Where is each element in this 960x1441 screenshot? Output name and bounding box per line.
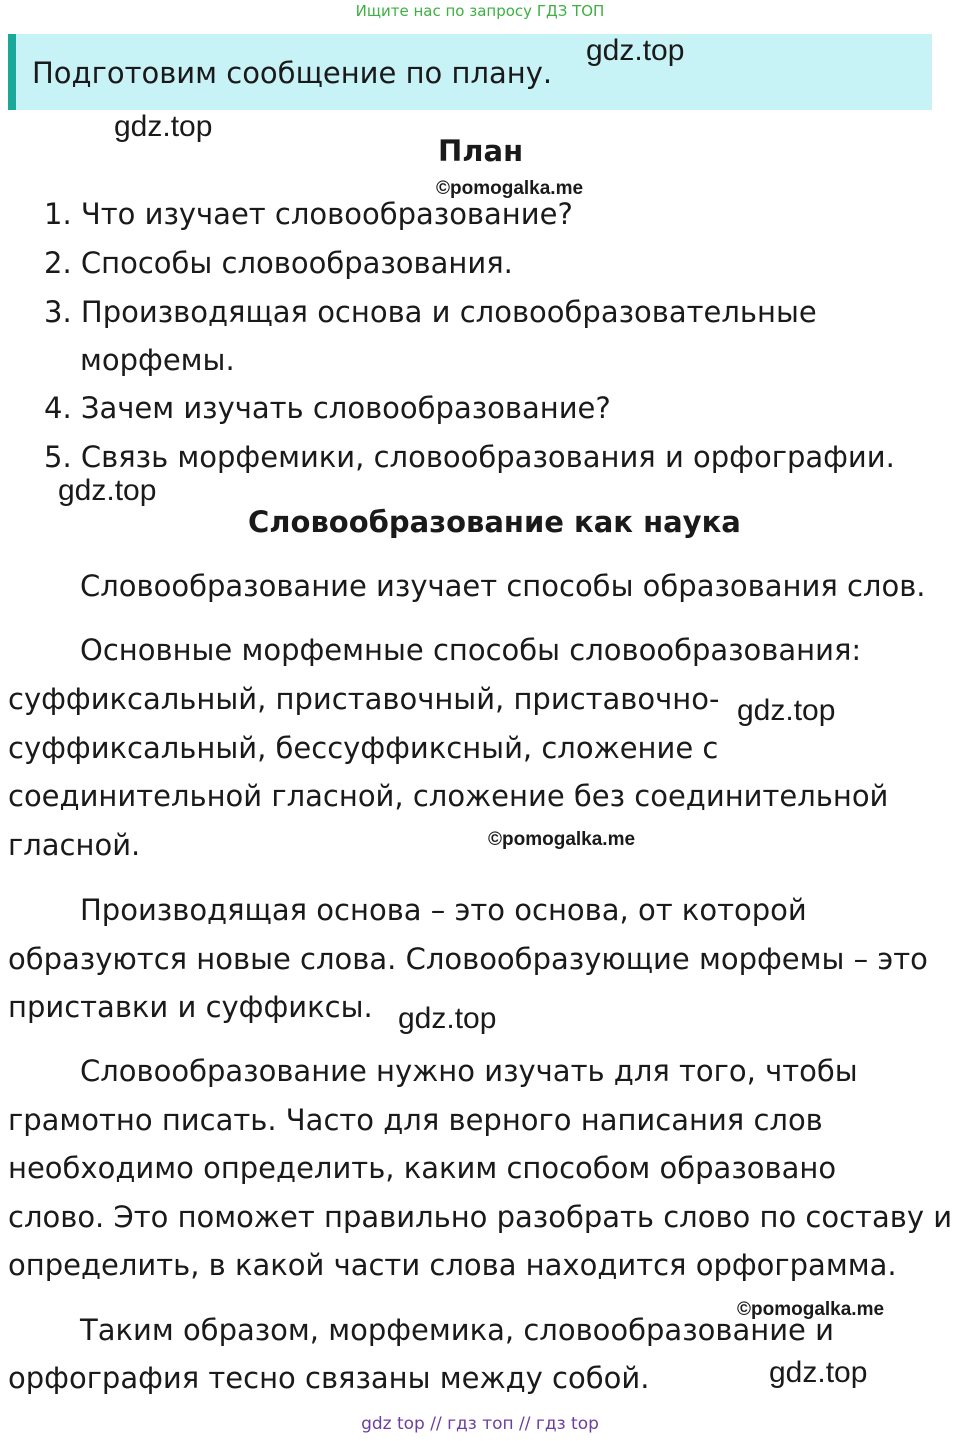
paragraph-line: необходимо определить, каким способом образовано (8, 1151, 837, 1185)
task-banner (8, 34, 932, 110)
paragraph-line: Словообразование изучает способы образования слов. (80, 569, 926, 603)
plan-item: 2. Способы словообразования. (44, 246, 513, 280)
footer-links[interactable]: gdz top // гдз топ // гдз top (361, 1414, 599, 1434)
paragraph-line: Основные морфемные способы словообразования: (80, 633, 862, 667)
plan-item: 1. Что изучает словообразование? (44, 197, 573, 231)
paragraph-line: суффиксальный, бессуффиксный, сложение с (8, 731, 719, 765)
watermark-pomogalka: ©pomogalka.me (737, 1299, 885, 1320)
plan-item-continuation: морфемы. (80, 343, 235, 377)
paragraph-line: Таким образом, морфемика, словообразование и (80, 1313, 834, 1347)
paragraph-line: орфография тесно связаны между собой. (8, 1361, 650, 1395)
watermark-gdz: gdz.top (586, 34, 685, 67)
plan-title: План (438, 134, 524, 168)
watermark-gdz: gdz.top (58, 474, 157, 507)
paragraph-line: образуются новые слова. Словообразующие морфемы – это (8, 942, 928, 976)
essay-title: Словообразование как наука (248, 505, 741, 539)
search-hint-link[interactable]: Ищите нас по запросу ГДЗ ТОП (355, 2, 605, 20)
watermark-gdz: gdz.top (769, 1356, 868, 1389)
watermark-gdz: gdz.top (737, 694, 836, 727)
paragraph-line: грамотно писать. Часто для верного написания слов (8, 1103, 823, 1137)
watermark-gdz: gdz.top (398, 1002, 497, 1035)
task-text: Подготовим сообщение по плану. (32, 56, 553, 90)
plan-item: 5. Связь морфемики, словообразования и орфографии. (44, 440, 895, 474)
paragraph-line: слово. Это поможет правильно разобрать слово по составу и (8, 1200, 953, 1234)
paragraph-line: соединительной гласной, сложение без соединительной (8, 779, 889, 813)
paragraph-line: гласной. (8, 828, 141, 862)
paragraph-line: определить, в какой части слова находится орфограмма. (8, 1248, 897, 1282)
watermark-pomogalka: ©pomogalka.me (436, 178, 584, 199)
paragraph-line: Производящая основа – это основа, от которой (80, 893, 807, 927)
paragraph-line: приставки и суффиксы. (8, 990, 373, 1024)
plan-item: 4. Зачем изучать словообразование? (44, 391, 611, 425)
watermark-gdz: gdz.top (114, 110, 213, 143)
plan-item: 3. Производящая основа и словообразовательные (44, 295, 817, 329)
watermark-pomogalka: ©pomogalka.me (488, 829, 636, 850)
paragraph-line: суффиксальный, приставочный, приставочно- (8, 682, 720, 716)
paragraph-line: Словообразование нужно изучать для того, чтобы (80, 1054, 858, 1088)
